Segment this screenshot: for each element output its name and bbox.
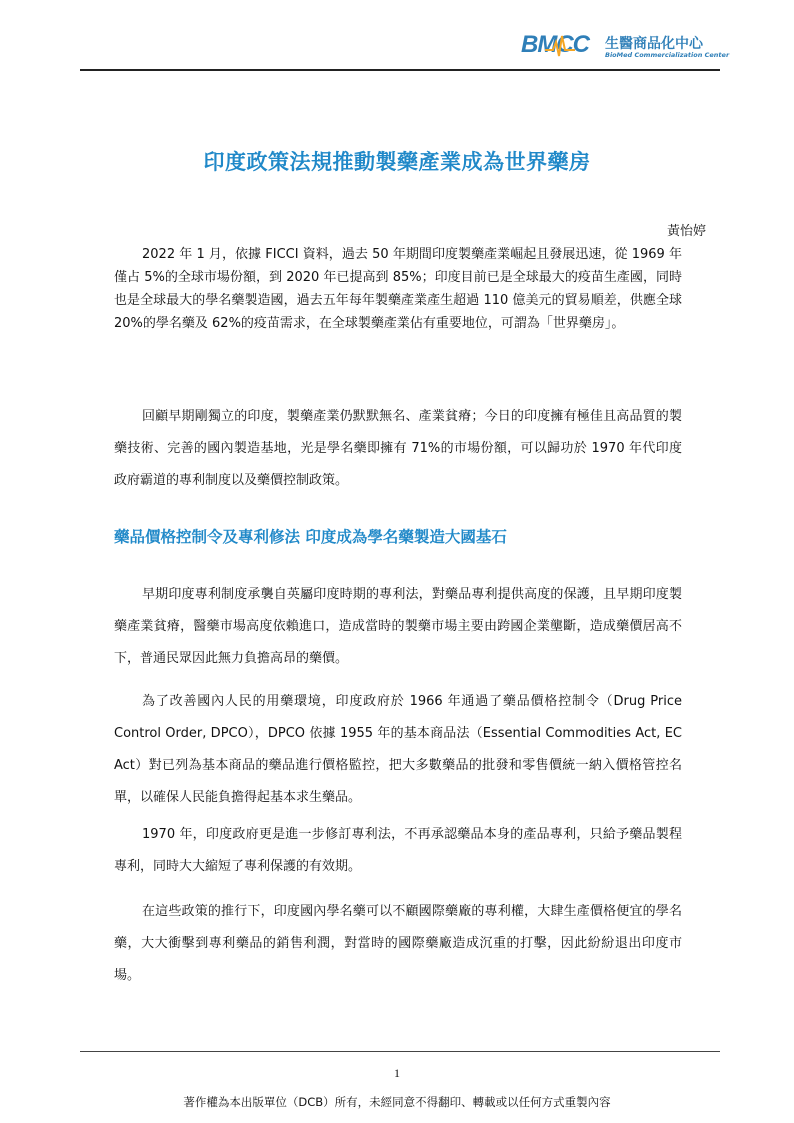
- author: 黃怡婷: [666, 224, 706, 239]
- section-paragraph-3: 1970 年，印度政府更是進一步修訂專利法，不再承認藥品本身的產品專利，只給予藥品製程專利，同時大大縮短了專利保護的有效期。: [114, 827, 682, 874]
- copyright-notice: 著作權為本出版單位（DCB）所有，未經同意不得翻印、轉載或以任何方式重製內容: [183, 1095, 611, 1109]
- header-divider: [80, 69, 720, 71]
- intro-paragraph-2: 回顧早期剛獨立的印度，製藥產業仍默默無名、產業貧瘠；今日的印度擁有極佳且高品質的製藥技術、完善的國內製造基地，光是學名藥即擁有 71%的市場份額，可以歸功於 1970 年代印度政府霸道的專利制度以及藥價控制政策。: [114, 409, 682, 488]
- page-number: 1: [394, 1066, 400, 1080]
- footer-divider: [80, 1051, 720, 1052]
- section-heading: 藥品價格控制令及專利修法 印度成為學名藥製造大國基石: [114, 528, 507, 546]
- section-paragraph-1: 早期印度專利制度承襲自英屬印度時期的專利法，對藥品專利提供高度的保護，且早期印度製藥產業貧瘠，醫藥市場高度依賴進口，造成當時的製藥市場主要由跨國企業壟斷，造成藥價居高不下，普通民眾因此無力負擔高昂的藥價。: [114, 587, 682, 666]
- section-paragraph-2: 為了改善國內人民的用藥環境，印度政府於 1966 年通過了藥品價格控制令（Drug Price Control Order, DPCO），DPCO 依據 1955 年的基本商品法（Essential Commodities Act, EC Act）對已列為基本商品的藥品進行價格監控，把大多數藥品的批發和零售價統一納入價格管控名單，以確保人民能負擔得起基本求生藥品。: [114, 694, 682, 805]
- section-paragraph-4: 在這些政策的推行下，印度國內學名藥可以不顧國際藥廠的專利權，大肆生產價格便宜的學名藥，大大衝擊到專利藥品的銷售利潤，對當時的國際藥廠造成沉重的打擊，因此紛紛退出印度市場。: [114, 904, 682, 983]
- document-title: 印度政策法規推動製藥產業成為世界藥房: [203, 150, 591, 174]
- logo-bmcc-text: BMCC: [521, 31, 589, 58]
- header-logo: [521, 30, 731, 64]
- heartbeat-icon: [545, 32, 575, 60]
- intro-paragraph-1: 2022 年 1 月，依據 FICCI 資料，過去 50 年期間印度製藥產業崛起且發展迅速，從 1969 年僅占 5%的全球市場份額，到 2020 年已提高到 85%；印度目前已是全球最大的疫苗生產國，同時也是全球最大的學名藥製造國，過去五年每年製藥產業產生超過 110 億美元的貿易順差，供應全球 20%的學名藥及 62%的疫苗需求，在全球製藥產業佔有重要地位，可謂為「世界藥房」。: [114, 247, 682, 331]
- org-name-cn: 生醫商品化中心: [605, 36, 703, 52]
- org-name-en: BioMed Commercialization Center: [605, 51, 730, 59]
